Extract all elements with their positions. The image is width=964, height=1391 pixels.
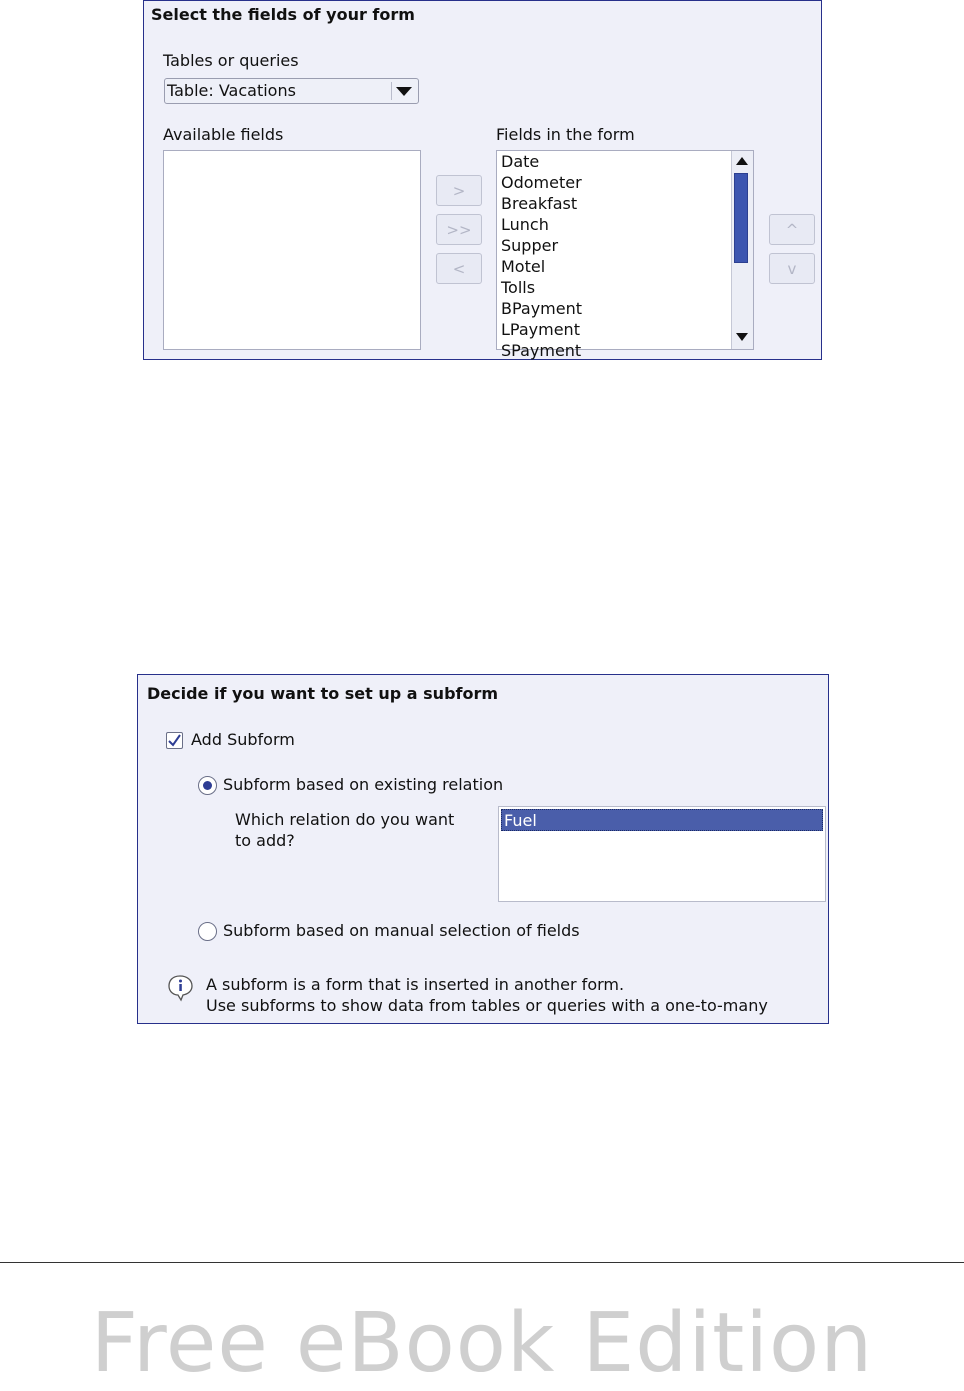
scrollbar-thumb[interactable] xyxy=(734,173,748,263)
add-subform-label[interactable]: Add Subform xyxy=(191,730,295,749)
relation-item-label: Fuel xyxy=(504,811,537,830)
subform-panel-title: Decide if you want to set up a subform xyxy=(147,684,499,703)
fields-in-form-list[interactable] xyxy=(496,150,754,360)
add-subform-checkbox[interactable] xyxy=(166,732,183,749)
manual-selection-label[interactable]: Subform based on manual selection of fields xyxy=(223,921,580,940)
which-relation-label: Which relation do you want to add? xyxy=(235,810,455,850)
chevron-down-icon[interactable] xyxy=(396,87,412,96)
info-text-line1: A subform is a form that is inserted in another form. xyxy=(206,975,625,994)
available-fields-label: Available fields xyxy=(163,125,284,144)
subform-panel xyxy=(137,674,829,1024)
checkmark-icon xyxy=(167,733,182,748)
list-item[interactable]: Motel xyxy=(501,257,546,276)
list-item[interactable]: Odometer xyxy=(501,173,582,192)
relation-list[interactable] xyxy=(498,806,826,902)
list-item[interactable]: Tolls xyxy=(501,278,536,297)
list-item[interactable]: Breakfast xyxy=(501,194,578,213)
move-up-button[interactable]: ^ xyxy=(769,214,815,245)
footer-divider xyxy=(0,1262,964,1263)
combo-separator xyxy=(391,82,392,100)
existing-relation-label[interactable]: Subform based on existing relation xyxy=(223,775,504,794)
watermark-text: Free eBook Edition xyxy=(90,1296,874,1391)
tables-label: Tables or queries xyxy=(163,51,299,70)
fields-panel-title: Select the fields of your form xyxy=(151,5,415,24)
list-item[interactable]: Lunch xyxy=(501,215,549,234)
relation-item-selected[interactable] xyxy=(501,809,823,831)
existing-relation-radio[interactable] xyxy=(198,776,217,795)
move-down-button[interactable]: v xyxy=(769,253,815,284)
table-select-value: Table: Vacations xyxy=(167,81,296,100)
add-all-fields-button[interactable]: >> xyxy=(436,214,482,245)
fields-panel xyxy=(143,0,822,360)
list-item[interactable]: SPayment xyxy=(501,341,582,360)
list-item[interactable]: BPayment xyxy=(501,299,583,318)
scroll-up-icon[interactable] xyxy=(732,151,752,171)
list-item[interactable]: Date xyxy=(501,152,540,171)
table-select[interactable] xyxy=(164,78,419,104)
radio-selected-dot xyxy=(203,781,212,790)
scroll-down-icon[interactable] xyxy=(732,327,752,347)
info-text-line2: Use subforms to show data from tables or queries with a one-to-many xyxy=(206,996,768,1015)
available-fields-list[interactable] xyxy=(163,150,421,350)
remove-field-button[interactable]: < xyxy=(436,253,482,284)
list-item[interactable]: Supper xyxy=(501,236,559,255)
manual-selection-radio[interactable] xyxy=(198,922,217,941)
fields-list-scrollbar[interactable] xyxy=(731,151,753,349)
list-item[interactable]: LPayment xyxy=(501,320,580,339)
add-field-button[interactable]: > xyxy=(436,175,482,206)
info-icon xyxy=(167,974,195,1006)
fields-in-form-label: Fields in the form xyxy=(496,125,635,144)
